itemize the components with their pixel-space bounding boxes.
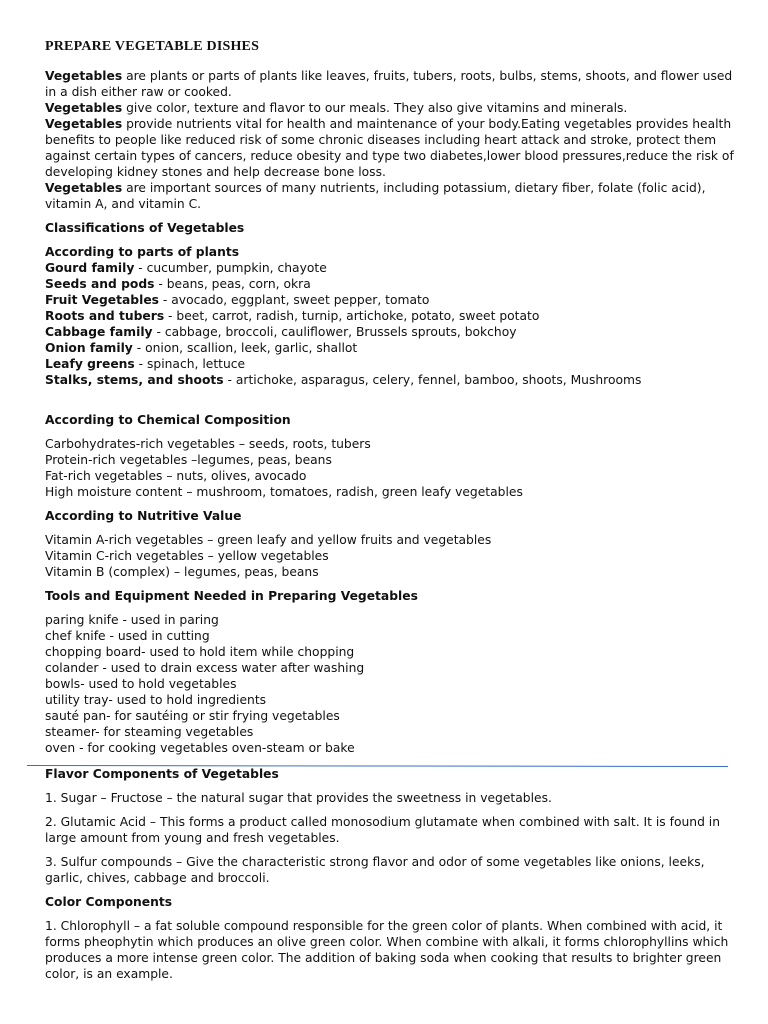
intro-text: are plants or parts of plants like leaves, fruits, tubers, roots, bulbs, stems, shoots, and flower used in a dish either raw or cooked. [45, 69, 733, 99]
intro-term: Vegetables [45, 117, 123, 131]
flavor-list [45, 790, 735, 886]
list-item: Fat-rich vegetables – nuts, olives, avocado [45, 469, 307, 483]
item-term: Seeds and pods [45, 277, 155, 291]
item-term: Gourd family [45, 261, 135, 275]
list-item [45, 292, 735, 308]
item-text: - cucumber, pumpkin, chayote [134, 261, 327, 275]
flavor-heading: Flavor Components of Vegetables [45, 767, 279, 781]
list-item: Carbohydrates-rich vegetables – seeds, roots, tubers [45, 437, 371, 451]
item-term: Fruit Vegetables [45, 293, 159, 307]
list-item: Protein-rich vegetables –legumes, peas, beans [45, 453, 332, 467]
item-text: - avocado, eggplant, sweet pepper, tomato [159, 293, 430, 307]
list-item: bowls- used to hold vegetables [45, 677, 237, 691]
intro-paragraph [45, 116, 735, 180]
item-text: - artichoke, asparagus, celery, fennel, bamboo, shoots, Mushrooms [223, 373, 642, 387]
intro-section [45, 68, 735, 212]
list-item [45, 340, 735, 356]
intro-text: give color, texture and flavor to our meals. They also give vitamins and minerals. [122, 101, 628, 115]
list-item [45, 308, 735, 324]
intro-term: Vegetables [45, 181, 123, 195]
item-text: - beans, peas, corn, okra [154, 277, 311, 291]
intro-term: Vegetables [45, 101, 123, 115]
chemical-heading: According to Chemical Composition [45, 413, 291, 427]
document-page [45, 38, 735, 982]
list-item: 3. Sulfur compounds – Give the characteristic strong flavor and odor of some vegetables like onions, leeks, garlic, chives, cabbage and broccoli. [45, 855, 705, 885]
item-text: - onion, scallion, leek, garlic, shallot [132, 341, 358, 355]
item-term: Onion family [45, 341, 133, 355]
intro-paragraph [45, 180, 735, 212]
list-item: 1. Sugar – Fructose – the natural sugar that provides the sweetness in vegetables. [45, 791, 552, 805]
classifications-heading: Classifications of Vegetables [45, 221, 245, 235]
chemical-list [45, 436, 735, 500]
list-item: Vitamin B (complex) – legumes, peas, beans [45, 565, 319, 579]
list-item [45, 356, 735, 372]
item-term: Leafy greens [45, 357, 135, 371]
list-item [45, 276, 735, 292]
tools-list [45, 612, 735, 756]
list-item: 1. Chlorophyll – a fat soluble compound responsible for the green color of plants. When combined with acid, it forms pheophytin which produces an olive green color. When combine with alkali, it forms chlorophyllins which produces a more intense green color. The addition of baking soda when cooking that results to brighter green color, is an example. [45, 919, 729, 981]
item-text: - beet, carrot, radish, turnip, artichoke, potato, sweet potato [164, 309, 540, 323]
item-term: Stalks, stems, and shoots [45, 373, 224, 387]
list-item: paring knife - used in paring [45, 613, 219, 627]
item-term: Cabbage family [45, 325, 153, 339]
intro-paragraph [45, 100, 735, 116]
nutritive-heading: According to Nutritive Value [45, 509, 242, 523]
list-item [45, 324, 735, 340]
list-item: sauté pan- for sautéing or stir frying vegetables [45, 709, 340, 723]
list-item: utility tray- used to hold ingredients [45, 693, 267, 707]
list-item: steamer- for steaming vegetables [45, 725, 254, 739]
list-item: High moisture content – mushroom, tomatoes, radish, green leafy vegetables [45, 485, 523, 499]
color-list [45, 918, 735, 982]
page-title: PREPARE VEGETABLE DISHES [45, 39, 260, 54]
list-item: chef knife - used in cutting [45, 629, 210, 643]
intro-text: are important sources of many nutrients, including potassium, dietary fiber, folate (folic acid), vitamin A, and vitamin C. [45, 181, 706, 211]
list-item: oven - for cooking vegetables oven-steam or bake [45, 741, 355, 755]
list-item: Vitamin C-rich vegetables – yellow vegetables [45, 549, 329, 563]
item-text: - cabbage, broccoli, cauliflower, Brussels sprouts, bokchoy [152, 325, 517, 339]
list-item: chopping board- used to hold item while chopping [45, 645, 355, 659]
nutritive-list [45, 532, 735, 580]
list-item [45, 260, 735, 276]
color-heading: Color Components [45, 895, 173, 909]
list-item: Vitamin A-rich vegetables – green leafy and yellow fruits and vegetables [45, 533, 492, 547]
intro-paragraph [45, 68, 735, 100]
list-item: 2. Glutamic Acid – This forms a product called monosodium glutamate when combined with salt. It is found in large amount from young and fresh vegetables. [45, 815, 720, 845]
spacer [45, 388, 735, 404]
parts-heading: According to parts of plants [45, 245, 240, 259]
item-term: Roots and tubers [45, 309, 165, 323]
parts-list [45, 260, 735, 388]
tools-heading: Tools and Equipment Needed in Preparing Vegetables [45, 589, 418, 603]
list-item: colander - used to drain excess water after washing [45, 661, 365, 675]
intro-text: provide nutrients vital for health and maintenance of your body.Eating vegetables provides health benefits to people like reduced risk of some chronic diseases including heart attack and stroke, protect them against certain types of cancers, reduce obesity and type two diabetes,lower blood pressures,reduce the risk of developing kidney stones and help decrease bone loss. [45, 117, 734, 179]
item-text: - spinach, lettuce [134, 357, 246, 371]
list-item [45, 372, 735, 388]
intro-term: Vegetables [45, 69, 123, 83]
